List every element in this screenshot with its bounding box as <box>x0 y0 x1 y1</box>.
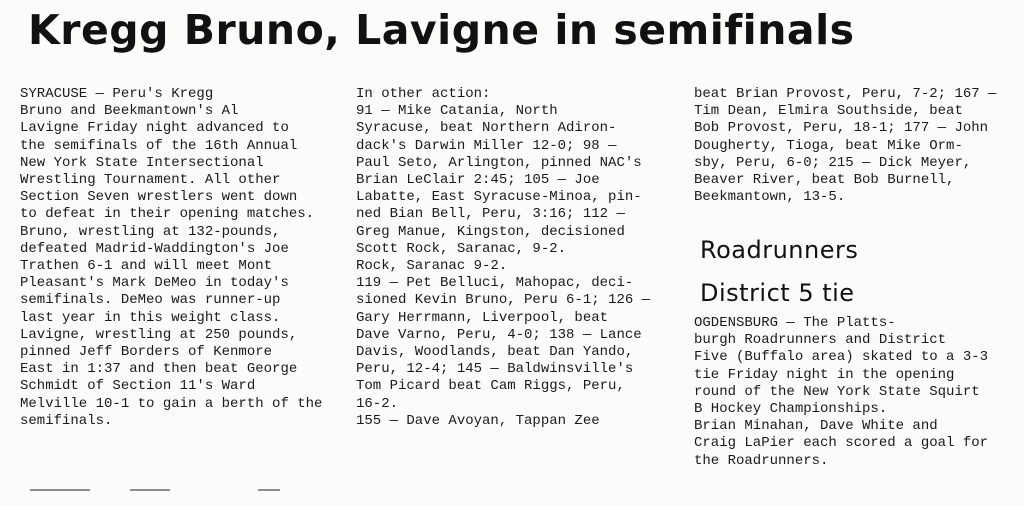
article-column-3 <box>694 86 1012 206</box>
text-line: Davis, Woodlands, beat Dan Yando, <box>356 344 634 361</box>
text-line: Rock, Saranac 9-2. <box>356 258 508 275</box>
text-line: OGDENSBURG — The Platts- <box>694 315 896 331</box>
text-line: round of the New York State Squirt <box>694 383 980 400</box>
text-line: dack's Darwin Miller 12-0; 98 — <box>356 137 617 154</box>
text-line: 91 — Mike Catania, North <box>356 103 558 120</box>
text-line: Section Seven wrestlers went down <box>20 189 298 206</box>
text-line: sioned Kevin Bruno, Peru 6-1; 126 — <box>356 292 651 309</box>
text-line: Trathen 6-1 and will meet Mont <box>20 258 273 275</box>
text-line: 16-2. <box>356 395 399 412</box>
torn-edge-mark <box>130 489 170 491</box>
text-line: Scott Rock, Saranac, 9-2. <box>356 240 567 257</box>
text-line: Labatte, East Syracuse-Minoa, pin- <box>356 189 642 206</box>
text-line: Brian LeClair 2:45; 105 — Joe <box>356 172 600 189</box>
text-line: In other action: <box>356 86 491 102</box>
text-line: Pleasant's Mark DeMeo in today's <box>20 275 289 292</box>
text-line: Wrestling Tournament. All other <box>20 172 281 189</box>
sidebar-article-body <box>694 315 1012 470</box>
text-line: Beaver River, beat Bob Burnell, <box>694 172 955 189</box>
text-line: Syracuse, beat Northern Adiron- <box>356 120 617 137</box>
text-line: defeated Madrid-Waddington's Joe <box>20 240 289 257</box>
text-line: Beekmantown, 13-5. <box>694 189 846 206</box>
text-line: Bruno, wrestling at 132-pounds, <box>20 223 281 240</box>
text-line: Five (Buffalo area) skated to a 3-3 <box>694 349 989 366</box>
text-line: ned Bian Bell, Peru, 3:16; 112 — <box>356 206 625 223</box>
article-column-1 <box>20 86 338 430</box>
article-headline: Kregg Bruno, Lavigne in semifinals <box>28 6 855 54</box>
text-line: 155 — Dave Avoyan, Tappan Zee <box>356 412 600 429</box>
text-line: Lavigne Friday night advanced to <box>20 120 289 137</box>
article-column-2 <box>356 86 676 430</box>
text-line: Peru, 12-4; 145 — Baldwinsville's <box>356 361 634 378</box>
text-line: pinned Jeff Borders of Kenmore <box>20 344 273 361</box>
text-line: 119 — Pet Belluci, Mahopac, deci- <box>356 275 634 292</box>
text-line: Bob Provost, Peru, 18-1; 177 — John <box>694 120 989 137</box>
sidebar-headline-line-1: Roadrunners <box>700 236 859 264</box>
text-line: to defeat in their opening matches. <box>20 206 315 223</box>
text-line: East in 1:37 and then beat George <box>20 361 298 378</box>
text-line: Schmidt of Section 11's Ward <box>20 378 256 395</box>
text-line: last year in this weight class. <box>20 309 281 326</box>
text-line: sby, Peru, 6-0; 215 — Dick Meyer, <box>694 154 972 171</box>
text-line: Tim Dean, Elmira Southside, beat <box>694 103 963 120</box>
text-line: Gary Herrmann, Liverpool, beat <box>356 309 609 326</box>
text-line: Lavigne, wrestling at 250 pounds, <box>20 326 298 343</box>
text-line: Paul Seto, Arlington, pinned NAC's <box>356 154 642 171</box>
text-line: Greg Manue, Kingston, decisioned <box>356 223 625 240</box>
text-line: Bruno and Beekmantown's Al <box>20 103 239 120</box>
text-line: semifinals. <box>20 412 113 429</box>
text-line: the Roadrunners. <box>694 452 829 469</box>
text-line: Dougherty, Tioga, beat Mike Orm- <box>694 137 963 154</box>
text-line: tie Friday night in the opening <box>694 366 955 383</box>
text-line: Tom Picard beat Cam Riggs, Peru, <box>356 378 625 395</box>
text-line: semifinals. DeMeo was runner-up <box>20 292 281 309</box>
text-line: Dave Varno, Peru, 4-0; 138 — Lance <box>356 326 642 343</box>
torn-edge-mark <box>258 489 280 491</box>
text-line: burgh Roadrunners and District <box>694 332 947 349</box>
text-line: B Hockey Championships. <box>694 401 888 418</box>
torn-edge-mark <box>30 489 90 491</box>
sidebar-headline-line-2: District 5 tie <box>700 279 855 307</box>
text-line: Brian Minahan, Dave White and <box>694 418 938 435</box>
text-line: New York State Intersectional <box>20 154 264 171</box>
text-line: SYRACUSE — Peru's Kregg <box>20 86 214 102</box>
text-line: beat Brian Provost, Peru, 7-2; 167 — <box>694 86 997 102</box>
text-line: the semifinals of the 16th Annual <box>20 137 298 154</box>
text-line: Melville 10-1 to gain a berth of the <box>20 395 323 412</box>
text-line: Craig LaPier each scored a goal for <box>694 435 989 452</box>
